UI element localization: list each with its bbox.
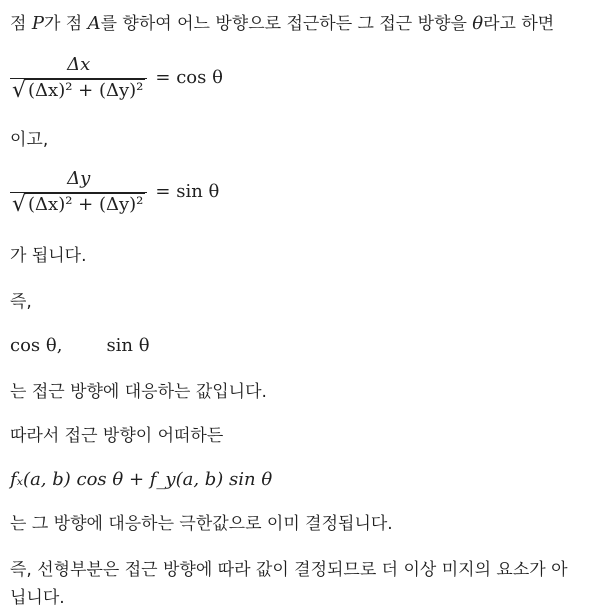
text-that-is: 즉, xyxy=(10,292,32,312)
intro-text-3: 를 향하여 어느 방향으로 접근하든 그 접근 방향을 xyxy=(100,14,473,34)
eq3-sin: sin θ xyxy=(106,335,150,356)
eq2-radicand: (Δx)² + (Δy)² xyxy=(28,194,144,216)
eq1-rhs: = cos θ xyxy=(155,66,223,88)
eq1-numerator: Δx xyxy=(67,54,91,75)
text-corresponds: 는 접근 방향에 대응하는 값입니다. xyxy=(10,382,267,402)
text-therefore: 따라서 접근 방향이 어떠하든 xyxy=(10,426,224,446)
eq3-cos: cos θ, xyxy=(10,335,63,356)
text-conclusion-line2: 닙니다. xyxy=(10,588,65,608)
equation-cos-sin xyxy=(10,334,150,358)
equation-cos xyxy=(10,52,223,102)
text-limit: 는 그 방향에 대응하는 극한값으로 이미 결정됩니다. xyxy=(10,514,393,534)
intro-text-2: 가 점 xyxy=(43,14,88,34)
point-a: A xyxy=(87,13,101,34)
intro-sentence xyxy=(10,12,554,36)
sqrt-icon: √ xyxy=(12,192,27,218)
sqrt-icon: √ xyxy=(12,78,27,104)
equation-sin xyxy=(10,166,219,216)
equation-linear-part: fₓ(a, b) cos θ + f_y(a, b) sin θ xyxy=(10,469,273,490)
eq2-numerator: Δy xyxy=(67,168,91,189)
text-and: 이고, xyxy=(10,130,49,150)
intro-text-1: 점 xyxy=(10,14,32,34)
text-conclusion-line1: 즉, 선형부분은 접근 방향에 따라 값이 결정되므로 더 이상 미지의 요소가 아 xyxy=(10,560,568,580)
point-p: P xyxy=(31,13,44,34)
text-becomes: 가 됩니다. xyxy=(10,246,87,266)
theta-symbol: θ xyxy=(472,13,484,34)
eq2-rhs: = sin θ xyxy=(155,180,220,202)
intro-text-4: 라고 하면 xyxy=(483,14,555,34)
eq1-radicand: (Δx)² + (Δy)² xyxy=(28,80,144,102)
